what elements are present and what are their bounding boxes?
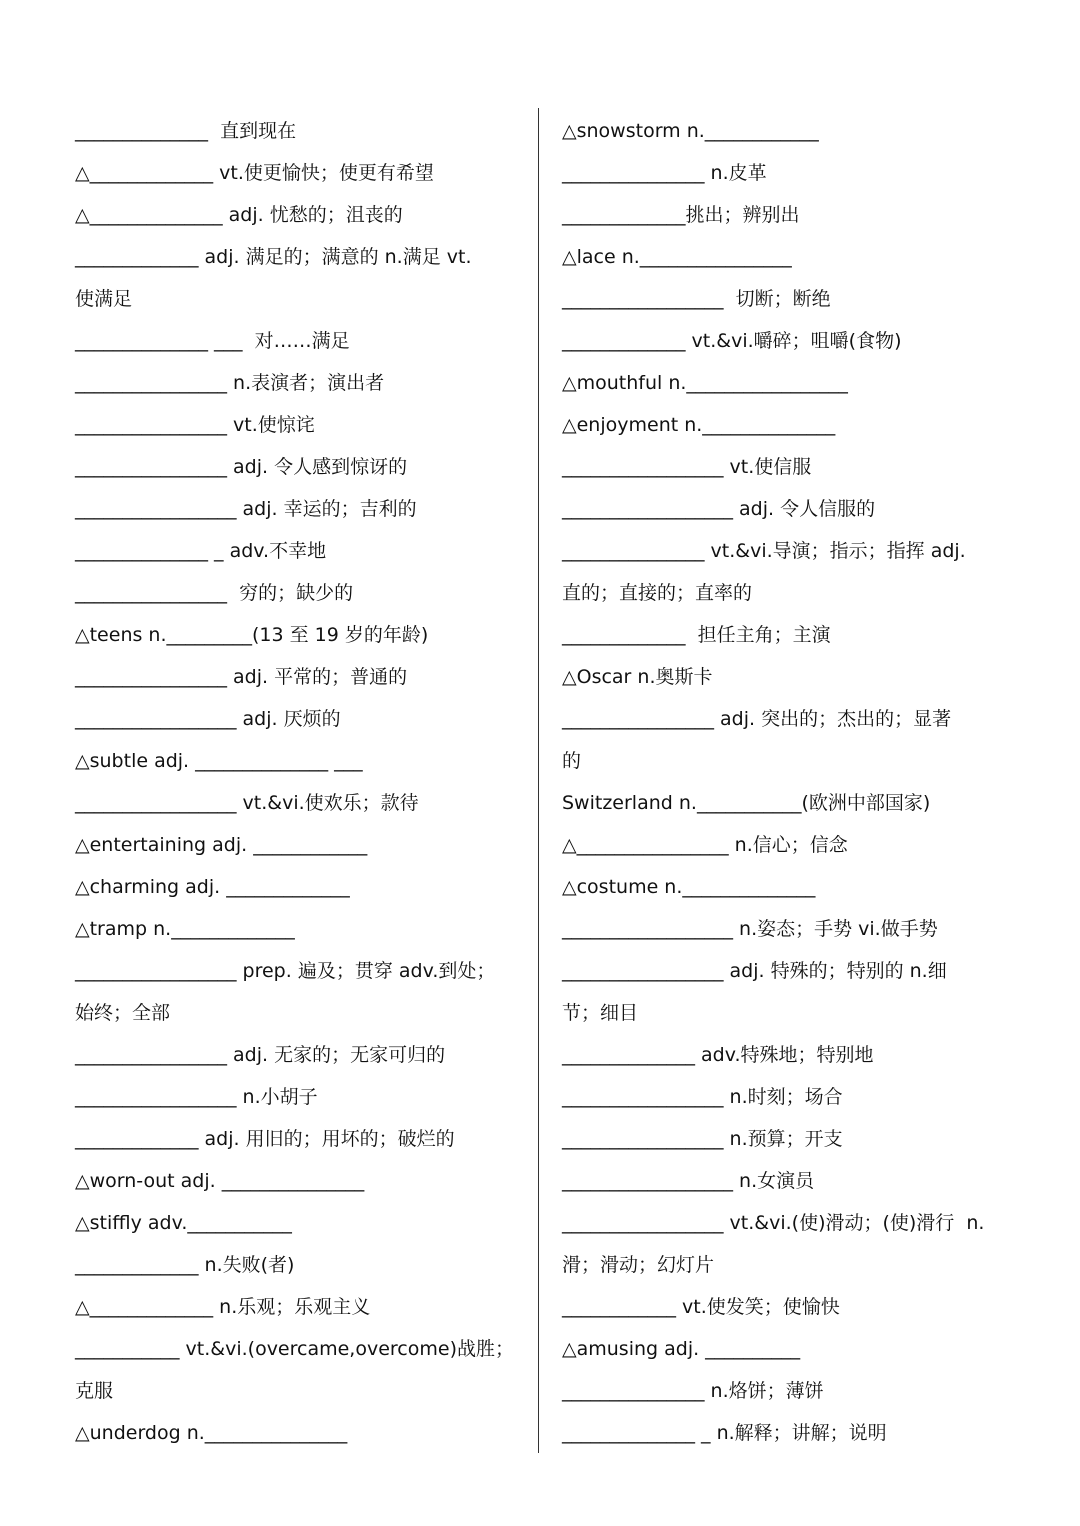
vocab-text: ____________ vt.使发笑；使愉快 [562,1296,840,1318]
vocab-text: _____________ 担任主角；主演 [562,624,831,646]
vocab-text: △underdog n._______________ [75,1422,348,1444]
vocab-line [562,950,1012,992]
vocab-text: △stiffly adv.___________ [75,1212,292,1234]
vocab-line [562,320,1012,362]
vocab-line [75,572,525,614]
vocab-line [562,152,1012,194]
vocab-line [75,1076,525,1118]
vocab-text: △Oscar n.奥斯卡 [562,666,713,688]
vocab-text: ________________ adj. 无家的；无家可归的 [75,1044,446,1066]
vocab-line [562,1370,1012,1412]
vocab-text: _______________ n.烙饼；薄饼 [562,1380,824,1402]
vocab-text: _____________ adj. 满足的；满意的 n.满足 vt. [75,246,472,268]
vocab-text: 克服 [75,1380,114,1402]
vocab-text: _________________ n.预算；开支 [562,1128,843,1150]
vocab-line [562,1244,1012,1286]
vocab-text: △_____________ n.乐观；乐观主义 [75,1296,371,1318]
vocab-text: _________________ vt.&vi.(使)滑动；(使)滑行 n. [562,1212,985,1234]
vocab-text: 直的；直接的；直率的 [562,582,753,604]
vocab-text: 的 [562,750,582,772]
vocab-text: ________________ adj. 令人感到惊讶的 [75,456,408,478]
vocab-line [562,908,1012,950]
vocab-text: △amusing adj. __________ [562,1338,801,1360]
vocab-line [562,236,1012,278]
vocab-text: 节；细目 [562,1002,639,1024]
vocab-text: __________________ n.女演员 [562,1170,815,1192]
vocab-text: △worn-out adj. _______________ [75,1170,365,1192]
vocab-line [75,1034,525,1076]
vocab-line [562,698,1012,740]
vocab-line [562,1076,1012,1118]
vocab-line [75,740,525,782]
vocab-text: _________________ adj. 厌烦的 [75,708,341,730]
vocab-line [75,362,525,404]
vocab-line [562,740,1012,782]
vocab-text: ________________ adj. 平常的；普通的 [75,666,408,688]
vocab-text: __________________ n.姿态；手势 vi.做手势 [562,918,938,940]
vocab-line [562,782,1012,824]
vocab-line [75,992,525,1034]
vocab-line [562,614,1012,656]
vocab-text: ______________ 直到现在 [75,120,297,142]
vocab-text: ________________ adj. 突出的；杰出的；显著 [562,708,952,730]
vocab-line [562,110,1012,152]
vocab-text: _______________ vt.&vi.导演；指示；指挥 adj. [562,540,966,562]
vocab-line [75,1244,525,1286]
vocab-text: _________________ 切断；断绝 [562,288,831,310]
column-divider [538,108,539,1453]
vocab-text: △_____________ vt.使更愉快；使更有希望 [75,162,434,184]
vocab-line [562,1412,1012,1454]
vocab-line [75,824,525,866]
vocab-text: ________________ vt.使惊诧 [75,414,315,436]
vocab-line [75,488,525,530]
vocab-text: _________________ vt.&vi.使欢乐；款待 [75,792,419,814]
vocab-line [75,908,525,950]
vocab-line [562,1160,1012,1202]
vocab-line [75,656,525,698]
vocab-line [562,488,1012,530]
vocab-line [562,1286,1012,1328]
vocab-text: _____________ vt.&vi.嚼碎；咀嚼(食物) [562,330,902,352]
vocab-text: _____________挑出；辨别出 [562,204,800,226]
vocab-line [75,698,525,740]
vocab-line [75,194,525,236]
vocab-line [75,950,525,992]
vocab-line [562,530,1012,572]
vocab-text: ______________ _ adv.不幸地 [75,540,327,562]
vocab-line [75,866,525,908]
vocab-text: ________________ n.表演者；演出者 [75,372,385,394]
vocab-line [562,1118,1012,1160]
vocab-line [562,1034,1012,1076]
vocab-line [75,1328,525,1370]
left-column [75,110,525,1454]
vocab-line [75,1286,525,1328]
right-column [562,110,1012,1454]
vocab-line [562,656,1012,698]
vocab-line [75,1118,525,1160]
vocab-line [562,824,1012,866]
vocab-line [562,446,1012,488]
vocab-line [562,572,1012,614]
vocab-text: △costume n.______________ [562,876,816,898]
vocab-line [562,362,1012,404]
vocab-text: △tramp n._____________ [75,918,295,940]
vocab-text: △entertaining adj. ____________ [75,834,368,856]
vocab-text: △lace n.________________ [562,246,792,268]
vocab-line [75,446,525,488]
vocab-line [562,1202,1012,1244]
vocab-text: 滑；滑动；幻灯片 [562,1254,715,1276]
vocab-text: __________________ adj. 令人信服的 [562,498,876,520]
vocab-text: ___________ vt.&vi.(overcame,overcome)战胜； [75,1338,514,1360]
vocab-line [75,614,525,656]
vocab-line [75,152,525,194]
vocab-line [562,1328,1012,1370]
vocab-text: Switzerland n.___________(欧洲中部国家) [562,792,931,814]
vocab-line [75,1202,525,1244]
vocab-line [75,1160,525,1202]
vocab-text: △________________ n.信心；信念 [562,834,848,856]
vocab-text: _____________ adj. 用旧的；用坏的；破烂的 [75,1128,455,1150]
vocab-text: ______________ adv.特殊地；特别地 [562,1044,874,1066]
vocab-line [562,404,1012,446]
vocab-text: _______________ n.皮革 [562,162,767,184]
vocab-text: _________________ n.时刻；场合 [562,1086,843,1108]
vocab-line [562,866,1012,908]
vocab-text: _________________ adj. 幸运的；吉利的 [75,498,417,520]
vocab-text: 使满足 [75,288,133,310]
vocab-text: △snowstorm n.____________ [562,120,819,142]
vocab-text: _________________ prep. 遍及；贯穿 adv.到处； [75,960,496,982]
vocab-text: _________________ vt.使信服 [562,456,812,478]
vocab-line [75,1370,525,1412]
vocab-text: △subtle adj. ______________ ___ [75,750,363,772]
vocab-text: _________________ n.小胡子 [75,1086,318,1108]
vocab-text: △______________ adj. 忧愁的；沮丧的 [75,204,403,226]
vocab-text: _________________ adj. 特殊的；特别的 n.细 [562,960,947,982]
vocab-text: ________________ 穷的；缺少的 [75,582,354,604]
vocab-text: 始终；全部 [75,1002,171,1024]
vocab-line [75,236,525,278]
vocab-line [562,278,1012,320]
vocab-line [75,404,525,446]
vocab-line [75,110,525,152]
vocab-text: ______________ _ n.解释；讲解；说明 [562,1422,887,1444]
vocab-text: △mouthful n._________________ [562,372,848,394]
vocab-line [562,194,1012,236]
vocab-line [562,992,1012,1034]
vocab-text: ______________ ___ 对……满足 [75,330,350,352]
vocab-text: △charming adj. _____________ [75,876,350,898]
vocab-line [75,782,525,824]
vocab-text: △enjoyment n.______________ [562,414,836,436]
vocab-line [75,320,525,362]
vocab-text: _____________ n.失败(者) [75,1254,295,1276]
vocab-text: △teens n._________(13 至 19 岁的年龄) [75,624,429,646]
vocab-line [75,1412,525,1454]
vocab-line [75,278,525,320]
vocab-line [75,530,525,572]
